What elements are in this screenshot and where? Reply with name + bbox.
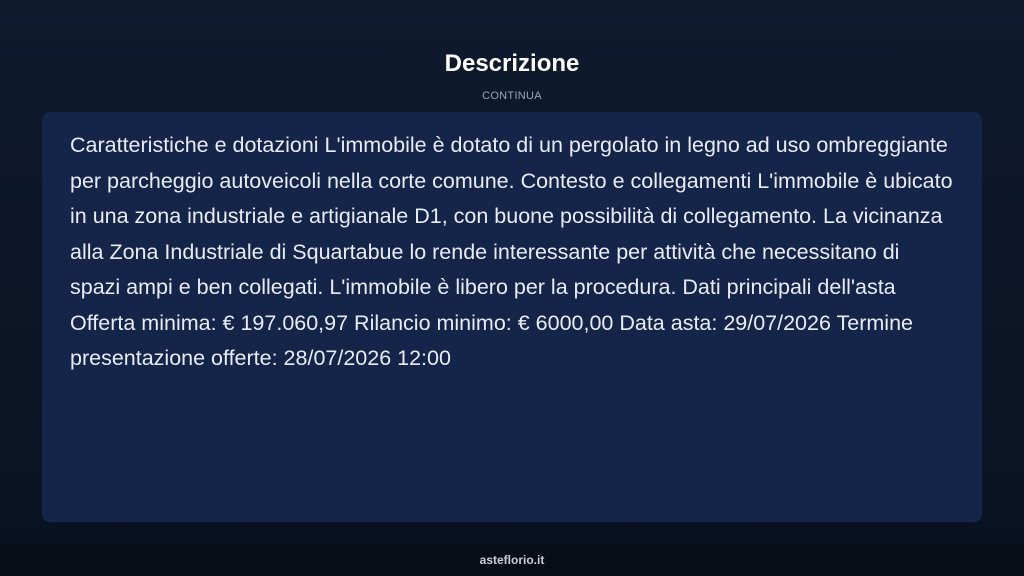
description-card	[42, 112, 982, 522]
page-title: Descrizione	[444, 50, 580, 77]
footer-site-name: asteflorio.it	[479, 553, 545, 567]
page-subtitle: CONTINUA	[482, 90, 542, 102]
description-text: Caratteristiche e dotazioni L'immobile è dotato di un pergolato in legno ad uso ombreggiante per parcheggio autoveicoli nella corte comune. Contesto e collegamenti L'immobile è ubicato in una zona industriale e artigianale D1, con buone possibilità di collegamento. La vicinanza alla Zona Industriale di Squartabue lo rende interessante per attività che necessitano di spazi ampi e ben collegati. L'immobile è libero per la procedura. Dati principali dell'asta Offerta minima: € 197.060,97 Rilancio minimo: € 6000,00 Data asta: 29/07/2026 Termine presentazione offerte: 28/07/2026 12:00	[70, 133, 953, 370]
footer	[0, 544, 1024, 576]
header	[0, 50, 1024, 103]
